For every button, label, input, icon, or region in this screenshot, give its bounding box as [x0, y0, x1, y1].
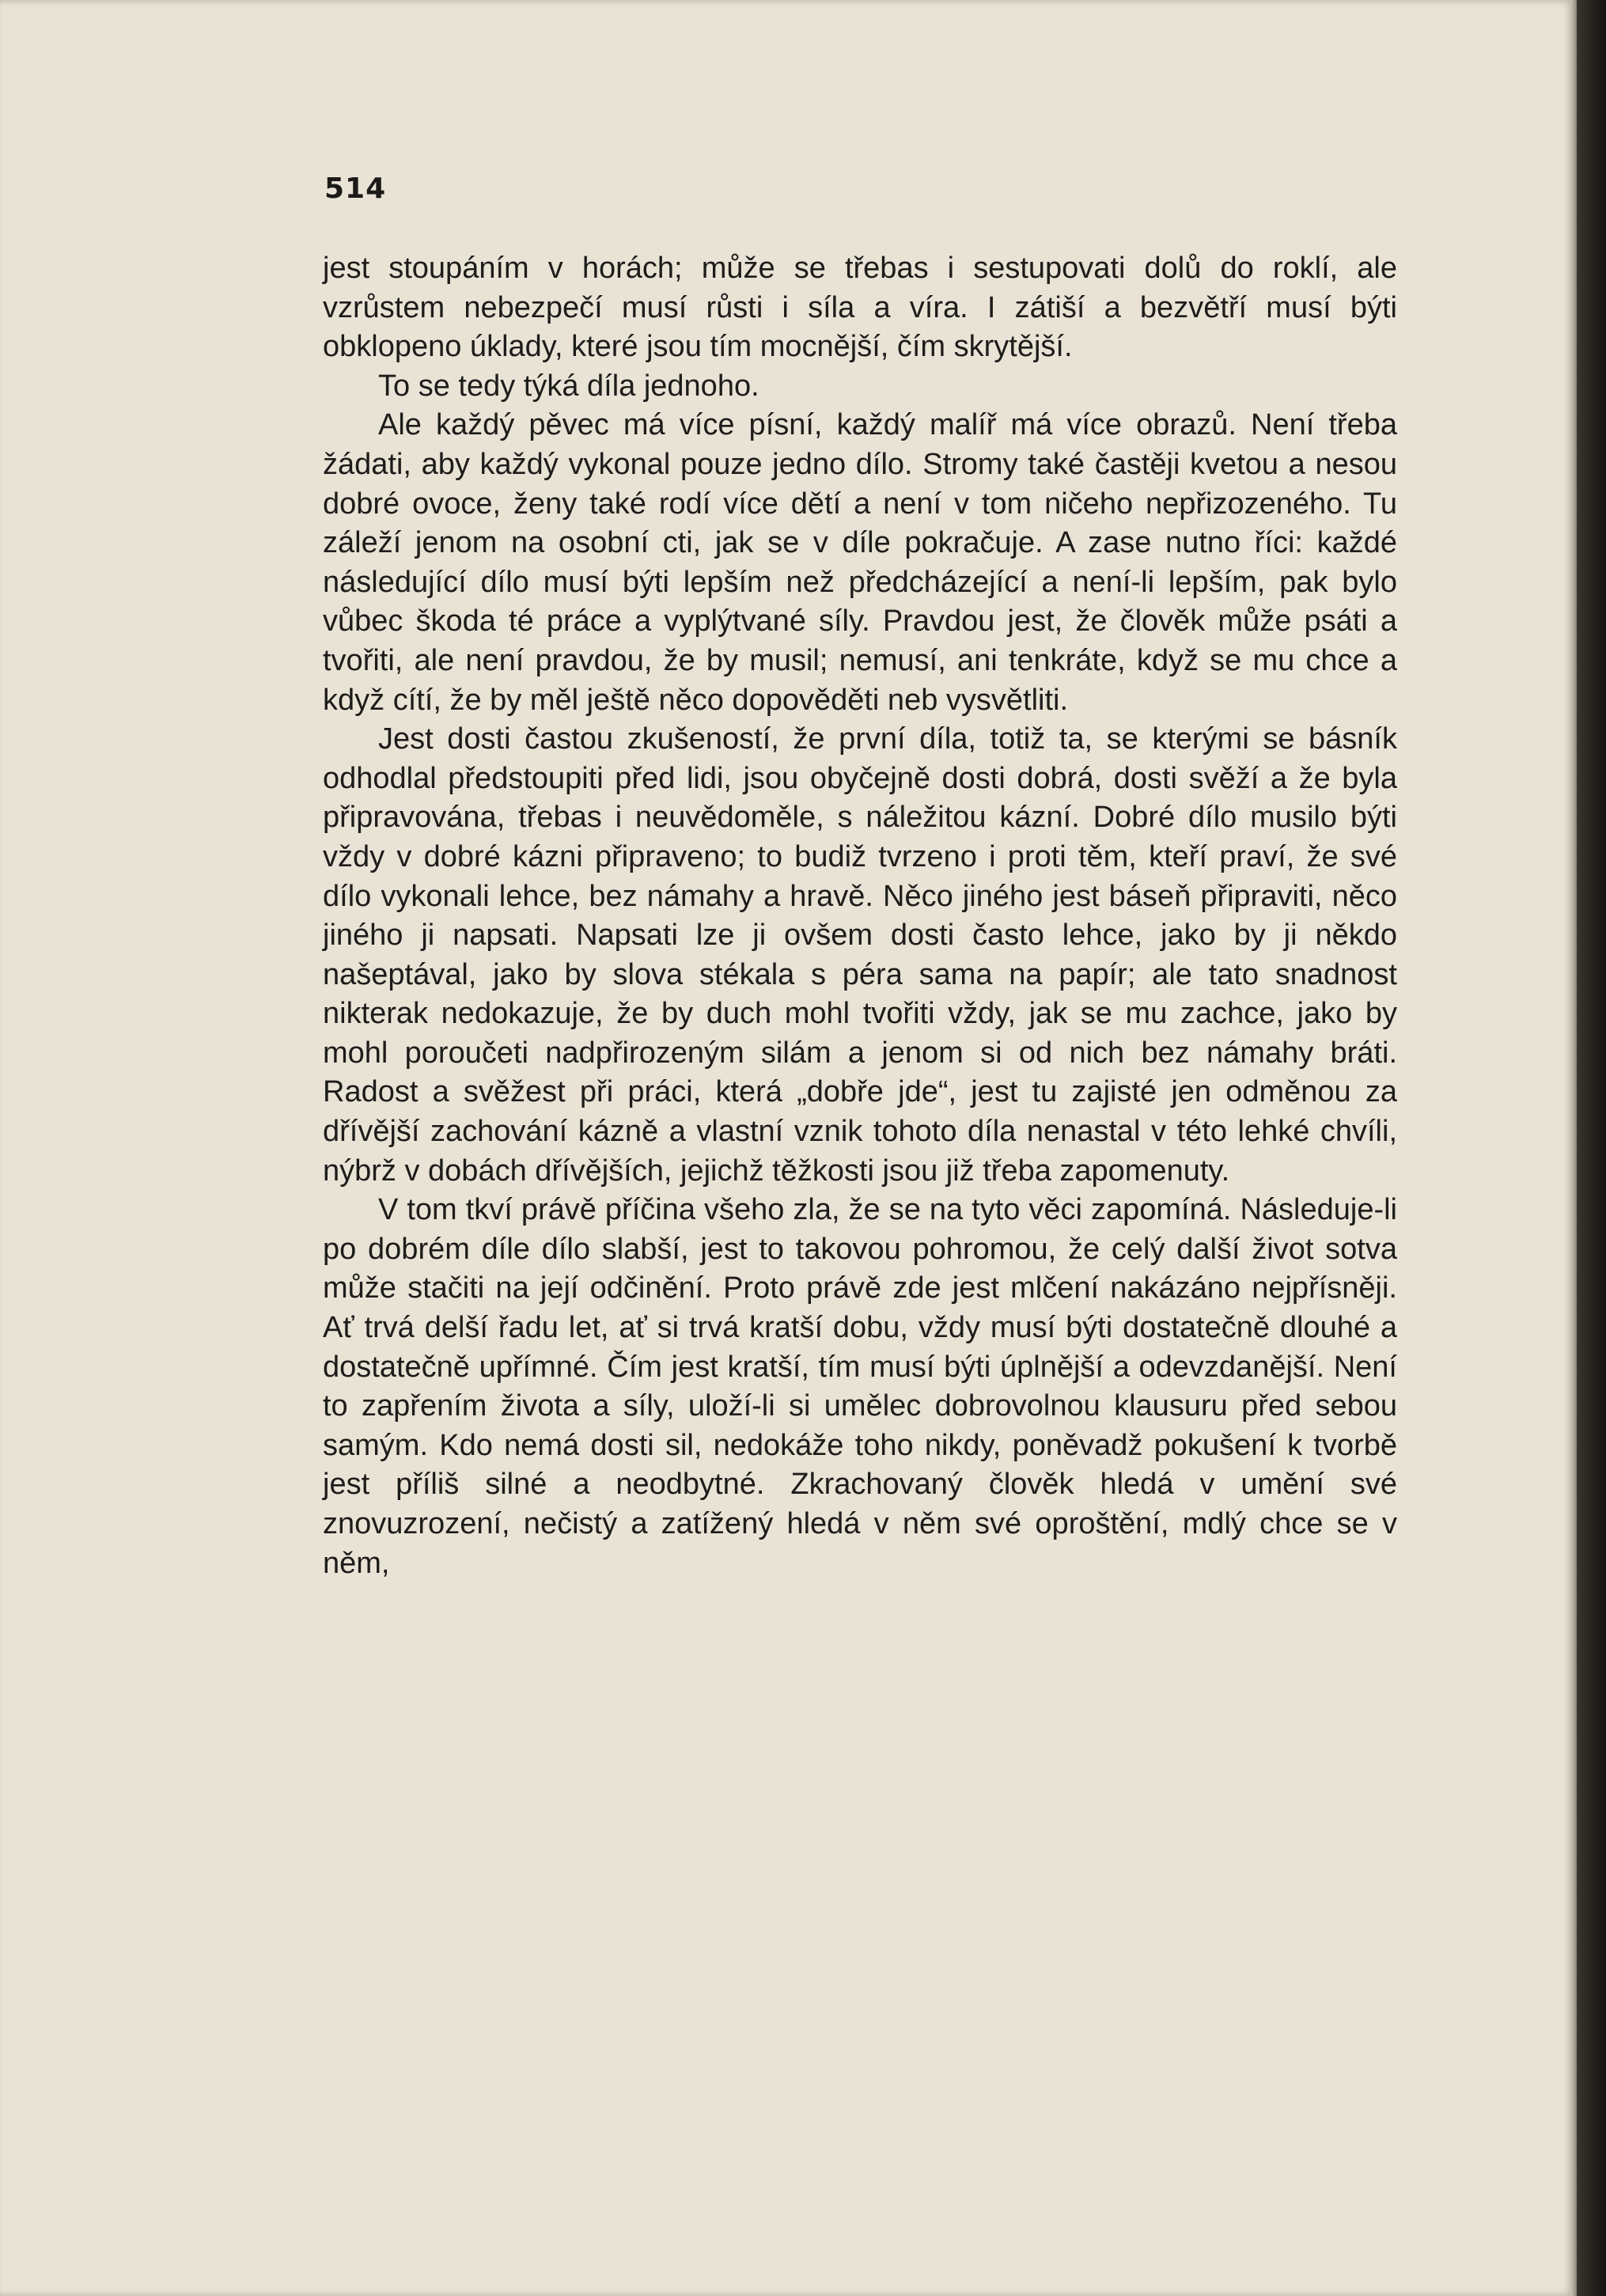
paragraph: Jest dosti častou zkušeností, že první díla, totiž ta, se kterými se básník odhodlal předstoupiti před lidi, jsou obyčejně dosti dobrá, dosti svěží a že byla připravována, třebas i neuvědoměle, s náležitou kázní. Dobré dílo musilo býti vždy v dobré kázni připraveno; to budiž tvrzeno i proti těm, kteří praví, že své dílo vykonali lehce, bez námahy a hravě. Něco jiného jest báseň připraviti, něco jiného ji napsati. Napsati lze ji ovšem dosti často lehce, jako by ji někdo našeptával, jako by slova stékala s péra sama na papír; ale tato snadnost nikterak nedokazuje, že by duch mohl tvořiti vždy, jak se mu zachce, jako by mohl poroučeti nadpřirozeným silám a jenom si od nich bez námahy bráti. Radost a svěžest při práci, která „dobře jde“, jest tu zajisté jen odměnou za dřívější zachování kázně a vlastní vznik tohoto díla nenastal v této lehké chvíli, nýbrž v dobách dřívějších, jejichž těžkosti jsou již třeba zapomenuty.: [323, 722, 1397, 1188]
page-edge: [1570, 0, 1577, 2296]
paragraph: To se tedy týká díla jednoho.: [378, 369, 759, 403]
paragraph: jest stoupáním v horách; může se třebas i sestupovati dolů do roklí, ale vzrůstem nebezpečí musí růsti i síla a víra. I zátiší a bezvětří musí býti obklopeno úklady, které jsou tím mocnější, čím skrytější.: [323, 252, 1397, 364]
page-number: 514: [324, 172, 387, 205]
paragraph: V tom tkví právě příčina všeho zla, že se na tyto věci zapomíná. Následuje-li po dobrém díle dílo slabší, jest to takovou pohromou, že celý další život sotva může stačiti na její odčinění. Proto právě zde jest mlčení nakázáno nejpřísněji. Ať trvá delší řadu let, ať si trvá kratší dobu, vždy musí býti dostatečně dlouhé a dostatečně upřímné. Čím jest kratší, tím musí býti úplnější a odevzdanější. Není to zapřením života a síly, uloží-li si umělec dobrovolnou klausuru před sebou samým. Kdo nemá dosti sil, nedokáže toho nikdy, poněvadž pokušení k tvorbě jest příliš silné a neodbytné. Zkrachovaný člověk hledá v umění své znovuzrození, nečistý a zatížený hledá v něm své oproštění, mdlý chce se v něm,: [323, 1193, 1397, 1580]
paragraph: Ale každý pěvec má více písní, každý malíř má více obrazů. Není třeba žádati, aby každý vykonal pouze jedno dílo. Stromy také častěji kvetou a nesou dobré ovoce, ženy také rodí více dětí a není v tom ničeho nepřizozeného. Tu záleží jenom na osobní cti, jak se v díle pokračuje. A zase nutno říci: každé následující dílo musí býti lepším než předcházející a není-li lepším, pak bylo vůbec škoda té práce a vyplýtvané síly. Pravdou jest, že člověk může psáti a tvořiti, ale není pravdou, že by musil; nemusí, ani tenkráte, když se mu chce a když cítí, že by měl ještě něco dopověděti neb vysvětliti.: [323, 408, 1397, 717]
body-text: [323, 249, 1397, 1583]
book-spine-shadow: [1577, 0, 1606, 2296]
